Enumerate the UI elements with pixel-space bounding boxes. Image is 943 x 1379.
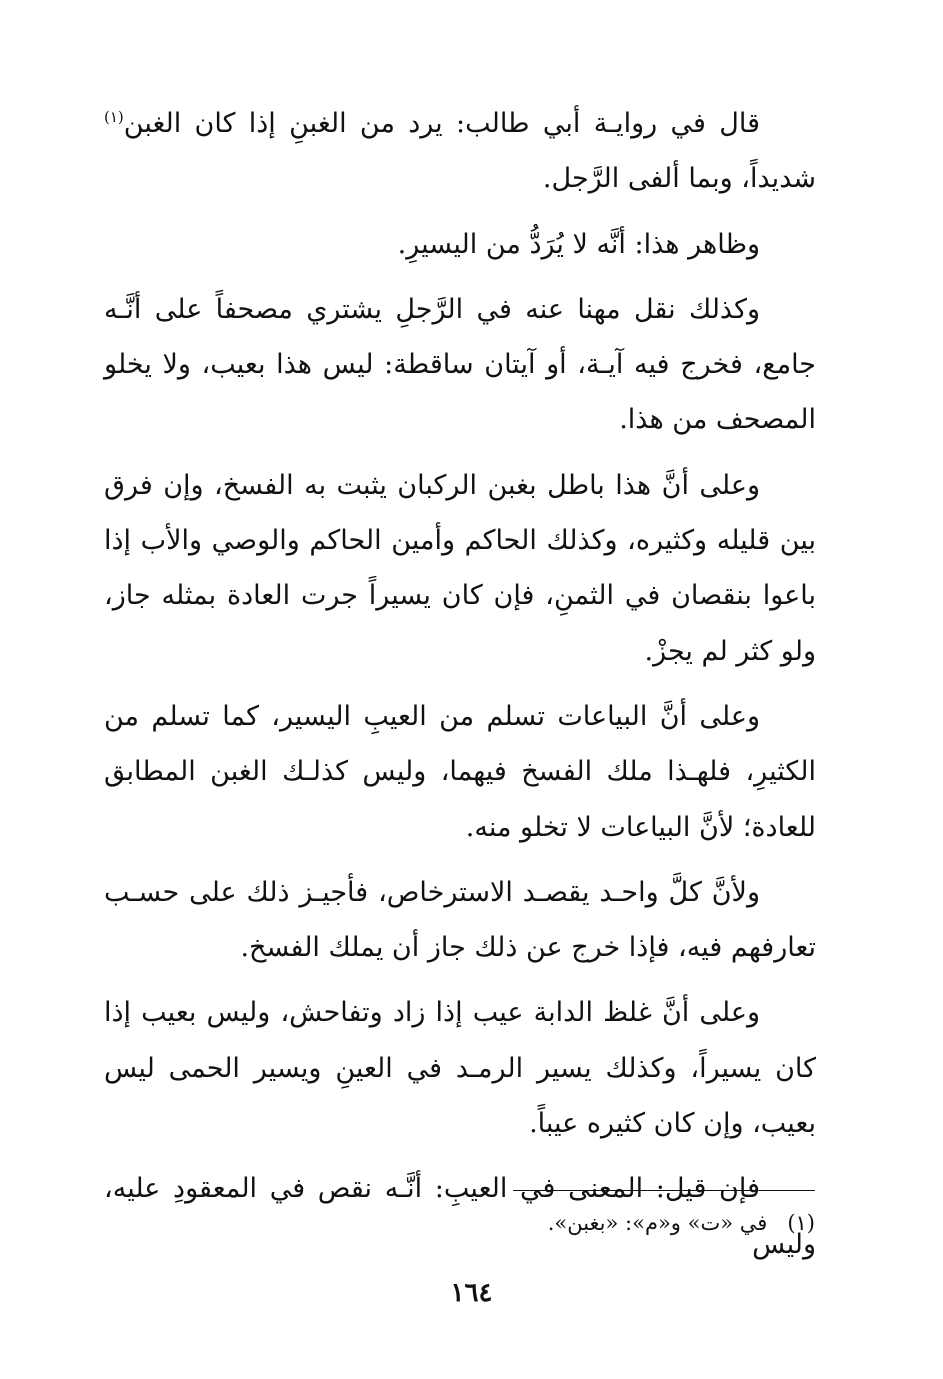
footnote xyxy=(300,1206,815,1240)
paragraph-5: وعلى أنَّ البياعات تسلم من العيبِ اليسير، كما تسلم من الكثيرِ، فلهـذا ملك الفسخ فيهما، وليس كذلـك الغبن المطابق للعادة؛ لأنَّ البياعات لا تخلو منه. xyxy=(104,700,816,843)
paragraph-8: فإن قيل: المعنى في العيبِ: أنَّـه نقص في المعقودِ عليه، وليس xyxy=(104,1173,816,1260)
paragraph-1-text-after: شديداً، وبما ألفى الرَّجل. xyxy=(542,163,816,195)
footnote-number: (١) xyxy=(787,1211,815,1235)
paragraph-4: وعلى أنَّ هذا باطل بغبن الركبان يثبت به الفسخ، وإن فرق بين قليله وكثيره، وكذلك الحاكم وأمين الحاكم والوصي والأب إذا باعوا بنقصان في الثمنِ، فإن كان يسيراً جرت العادة بمثله جاز، ولو كثر لم يجزْ. xyxy=(104,469,816,667)
page-number: ١٦٤ xyxy=(450,1278,493,1308)
footnote-reference[interactable]: (١) xyxy=(104,108,124,126)
paragraph-7: وعلى أنَّ غلظ الدابة عيب إذا زاد وتفاحش، وليس بعيب إذا كان يسيراً، وكذلك يسير الرمـد في العينِ ويسير الحمى ليس بعيب، وإن كان كثيره عيباً. xyxy=(104,997,816,1140)
paragraph-2: وظاهر هذا: أنَّه لا يُرَدُّ من اليسيرِ. xyxy=(397,228,760,260)
paragraph-1 xyxy=(104,96,816,207)
paragraph-6: ولأنَّ كلَّ واحـد يقصـد الاسترخاص، فأجيـز ذلك على حسـب تعارفهم فيه، فإذا خرج عن ذلك جاز أن يملك الفسخ. xyxy=(104,876,816,964)
paragraph-1-text-before: قال في روايـة أبي طالب: يرد من الغبنِ إذا كان الغبن xyxy=(123,108,760,139)
main-text xyxy=(104,96,816,1272)
footnote-divider xyxy=(513,1190,815,1191)
footnote-text: في «ت» و«م»: «بغبن». xyxy=(547,1211,768,1235)
paragraph-3: وكذلك نقل مهنا عنه في الرَّجلِ يشتري مصحفاً على أنَّـه جامع، فخرج فيه آيـة، أو آيتان ساقطة: ليس هذا بعيب، ولا يخلو المصحف من هذا. xyxy=(104,293,816,436)
